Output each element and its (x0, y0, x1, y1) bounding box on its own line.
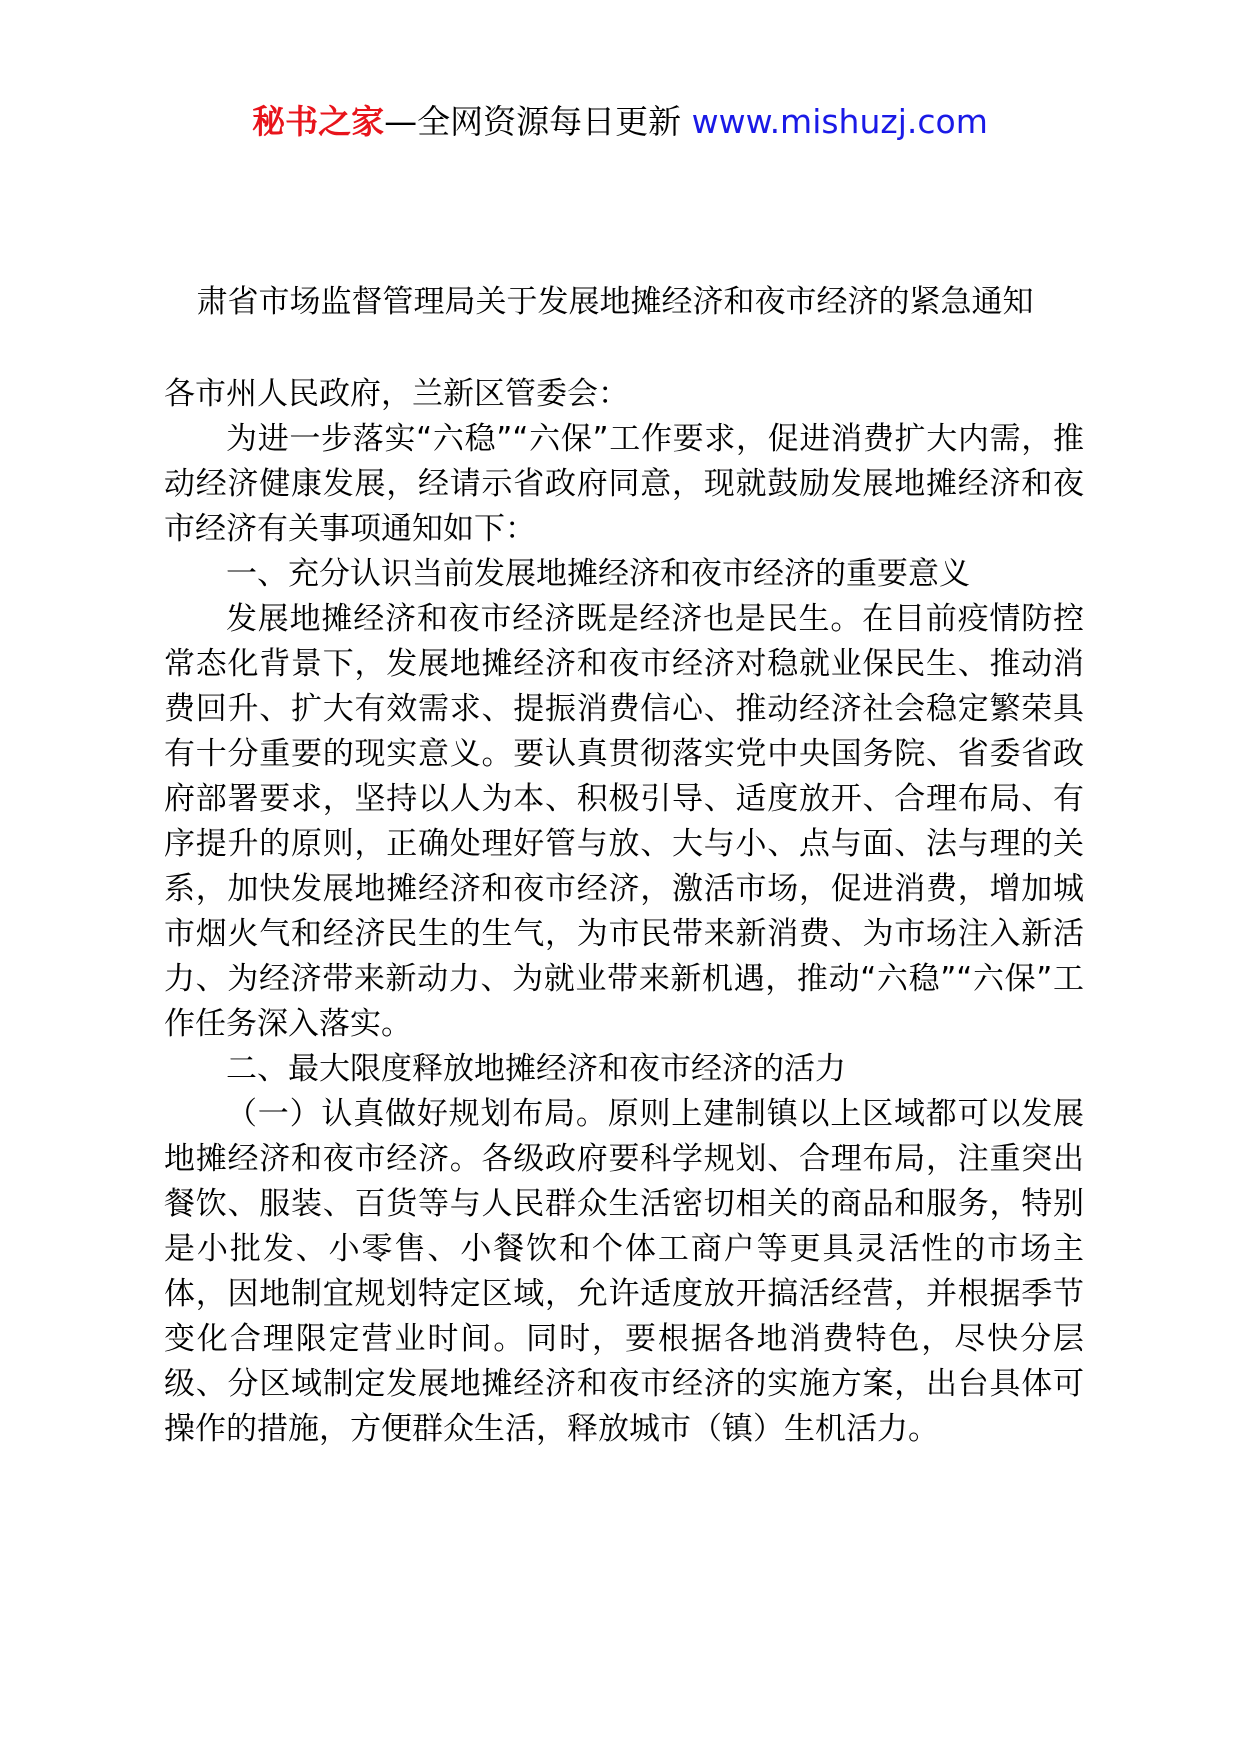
site-brand: 秘书之家 (252, 102, 385, 141)
body-paragraph-2: （一）认真做好规划布局。原则上建制镇以上区域都可以发展地摊经济和夜市经济。各级政府要科学规划、合理布局，注重突出餐饮、服装、百货等与人民群众生活密切相关的商品和服务，特别是小批发、小零售、小餐饮和个体工商户等更具灵活性的市场主体，因地制宜规划特定区域，允许适度放开搞活经营，并根据季节变化合理限定营业时间。同时，要根据各地消费特色，尽快分层级、分区域制定发展地摊经济和夜市经济的实施方案，出台具体可操作的措施，方便群众生活，释放城市（镇）生机活力。 (164, 1096, 1084, 1447)
salutation: 各市州人民政府，兰新区管委会： (164, 376, 629, 412)
section-heading-2: 二、最大限度释放地摊经济和夜市经济的活力 (226, 1051, 846, 1087)
site-tagline: —全网资源每日更新 (384, 102, 692, 141)
intro-paragraph: 为进一步落实“六稳”“六保”工作要求，促进消费扩大内需，推动经济健康发展，经请示省政府同意，现就鼓励发展地摊经济和夜市经济有关事项通知如下： (164, 421, 1084, 547)
site-header (0, 100, 1240, 144)
site-url-link[interactable]: www.mishuzj.com (691, 102, 988, 141)
body-paragraph-1: 发展地摊经济和夜市经济既是经济也是民生。在目前疫情防控常态化背景下，发展地摊经济和夜市经济对稳就业保民生、推动消费回升、扩大有效需求、提振消费信心、推动经济社会稳定繁荣具有十分重要的现实意义。要认真贯彻落实党中央国务院、省委省政府部署要求，坚持以人为本、积极引导、适度放开、合理布局、有序提升的原则，正确处理好管与放、大与小、点与面、法与理的关系，加快发展地摊经济和夜市经济，激活市场，促进消费，增加城市烟火气和经济民生的生气，为市民带来新消费、为市场注入新活力、为经济带来新动力、为就业带来新机遇，推动“六稳”“六保”工作任务深入落实。 (164, 601, 1084, 1042)
document-title: 肃省市场监督管理局关于发展地摊经济和夜市经济的紧急通知 (196, 284, 1034, 320)
document-body (164, 372, 1084, 1452)
section-heading-1: 一、充分认识当前发展地摊经济和夜市经济的重要意义 (226, 556, 970, 592)
